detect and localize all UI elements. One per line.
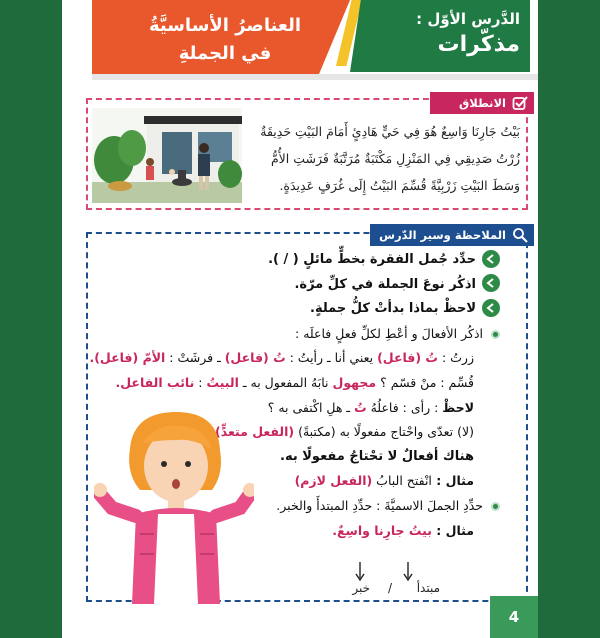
intro-paragraph: [248, 118, 520, 199]
lesson-name: مذكّرات: [437, 32, 520, 57]
bullet-nominal: حدِّدِ الجملَ الاسميَّةَ : حدِّدِ المبتدأَ والخبر.: [96, 494, 500, 519]
page-title: [110, 12, 340, 68]
frame-right: [538, 0, 600, 638]
page-number: 4: [490, 596, 538, 638]
mubtada-label: مبتدأ: [416, 581, 440, 595]
bullet-dot-icon: [491, 502, 500, 511]
subject-predicate-labels: [336, 577, 446, 607]
magnifier-icon: [512, 227, 528, 243]
intro-line-1: بَيْتُ جَارِنَا وَاسِعٌ هُوَ فِي حَيٍّ هَادِئٍ أَمَامَ البَيْتِ حَدِيقَةٌ: [260, 124, 520, 139]
header-shadow: [92, 74, 538, 80]
passive-line: قُسِّم : منْ قسّم ؟ مجهول نابَهُ المفعول به ـ البيتُ : نائب الفاعل.: [115, 374, 474, 390]
nominal-example: مثال : بيتُ جارِنا واسِعٌ.: [332, 522, 474, 538]
frame-left: [0, 0, 62, 638]
transitive-line: (لا) تعدّى واحْتاج مفعولًا به (مكتبةً) (الفعل متعدٍّ): [215, 424, 474, 440]
lesson-label: الدَّرس الأوّل :: [416, 10, 520, 28]
checkbox-icon: [512, 95, 528, 111]
lesson-heading: [360, 10, 520, 57]
intransitive-example: مثال : انْفتح البابُ (الفعل لازم): [294, 473, 474, 489]
verbs-subjects-line: زرتُ : تُ (فاعل) يعني أنا ـ رأيتُ : تُ (فاعل) ـ فرشَتْ : الأمّ (فاعل).: [89, 350, 474, 366]
step-2: اذكُر نوعَ الجملة في كلِّ مرّة.: [96, 273, 500, 298]
arrow-circle-icon: [482, 299, 500, 317]
lesson-tab: [370, 224, 534, 246]
house-garden-illustration: [92, 108, 242, 203]
bullet-dot-icon: [491, 330, 500, 339]
intransitive-note: هناك أفعالٌ لا تحْتاجُ مفعولًا به.: [280, 448, 474, 464]
arrow-circle-icon: [482, 250, 500, 268]
title-line-1: العناصرُ الأساسيَّةُ: [148, 15, 302, 36]
intro-tab-label: الانطلاق: [458, 96, 506, 110]
slash-separator: /: [387, 581, 392, 595]
intro-line-3: وَسَطَ البَيْتِ زَرْبِيَّةً قُسِّمَ البَيْتُ إِلَى غُرَفٍ عَدِيدَةٍ.: [279, 178, 520, 193]
step-1: حدِّد جُمل الفقرة بخطٍّ مائلٍ ( / ).: [96, 248, 500, 273]
observe-line: لاحظْ : رأى : فاعلُهُ تُ ـ هلِ اكْتفى به ؟: [267, 399, 474, 415]
shrugging-girl-illustration: [94, 404, 254, 604]
lesson-tab-label: الملاحظة وسير الدّرس: [379, 228, 506, 242]
arrow-circle-icon: [482, 274, 500, 292]
intro-tab: [430, 92, 534, 114]
title-line-2: في الجملةِ: [178, 43, 272, 64]
khabar-label: خبر: [352, 581, 370, 595]
step-3: لاحظْ بماذا بدأتْ كلُّ جملةٍ.: [96, 297, 500, 322]
intro-line-2: زُرْتُ صَدِيقِي فِي المَنْزِلِ مَكْتَبَةٌ مُرَتَّبَةٌ فَرَشَتِ الأُمُّ: [270, 151, 520, 166]
bullet-verbs: اذكُر الأفعالَ و أعْطِ لكلِّ فعلٍ فاعلَه :: [96, 322, 500, 347]
